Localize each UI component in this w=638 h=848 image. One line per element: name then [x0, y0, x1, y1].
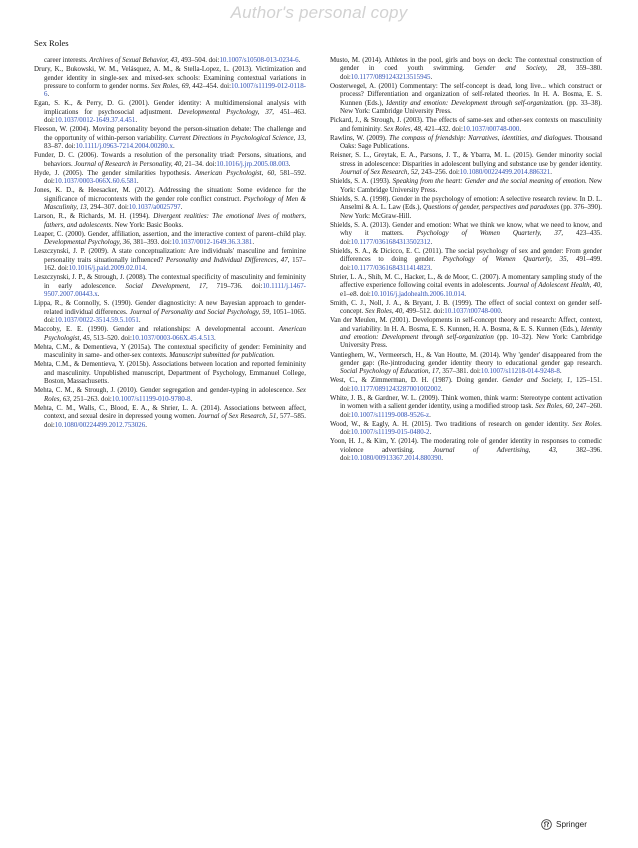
reference-pages: 451–463. doi:	[44, 107, 307, 125]
reference-doi-link[interactable]: 10.1177/0361684311414823	[350, 263, 431, 272]
reference-pages: Thousand Oaks: Sage Publications.	[340, 133, 602, 151]
reference-entry	[330, 56, 602, 81]
reference-pages: 359–380. doi:	[340, 64, 603, 81]
reference-entry	[34, 186, 306, 211]
reference-end: .	[550, 168, 552, 177]
reference-text: Shields, S. A. (1993).	[330, 177, 393, 186]
reference-doi-link[interactable]: 10.1007/s11218-014-9248-8	[480, 367, 560, 376]
reference-pages: 382–396. doi:	[340, 445, 603, 463]
reference-source: Identity and emotion: Development through self-organization	[340, 324, 602, 342]
reference-doi-link[interactable]: 10.1111/j.1467-9507.2007.00443.x	[44, 281, 306, 299]
reference-end: .	[180, 203, 183, 212]
reference-pages: . New York: Basic Books.	[111, 220, 184, 229]
reference-entry	[330, 351, 602, 376]
reference-entry	[34, 325, 306, 342]
reference-pages: 251–263. doi:	[71, 394, 112, 403]
reference-source: Sex Roles.	[572, 419, 602, 428]
reference-entry	[330, 221, 602, 246]
reference-end: .	[429, 428, 432, 437]
reference-source: Journal of Research in Personality, 40,	[74, 159, 184, 168]
reference-end: .	[145, 420, 147, 429]
reference-text: Hyde, J. (2005). The gender similarities hypothesis.	[34, 168, 196, 177]
reference-pages: e1–e8. doi:	[340, 289, 371, 298]
reference-text: Van der Meulen, M. (2001). Developments in self-concept theory and research: Affect, context, and variability. In H. A. Bosma, E. S. Kunnen, H. A. Bosma, & E. S. Kunnen (Eds.),	[330, 316, 602, 333]
reference-pages: 499–512. doi:	[403, 307, 445, 316]
springer-horse-icon	[541, 819, 552, 830]
reference-text: Lippa, R., & Connolly, S. (1990). Gender diagnosticity: A new Bayesian approach to gender-related individual differences.	[34, 299, 306, 316]
reference-entry	[330, 437, 602, 462]
reference-pages: (pp. 10–32). New York: Cambridge University Press.	[340, 333, 603, 350]
reference-pages: (pp. 376–390). New York: McGraw-Hill.	[340, 203, 603, 220]
reference-text: Leszczynski, J. P. (2009). A state conceptualization: Are individuals' masculine and feminine personality traits situationally influenced?	[34, 247, 306, 264]
reference-source: Personality and Individual Differences, 47,	[165, 255, 290, 264]
reference-source: American Psychologist, 45,	[44, 325, 306, 342]
reference-entry	[34, 386, 306, 403]
reference-pages: (pp. 33–38). New York: Cambridge University Press.	[340, 98, 602, 116]
reference-end: .	[172, 142, 175, 151]
reference-end: .	[500, 307, 503, 316]
reference-doi-link[interactable]: 10.1080/00913367.2014.880390	[350, 454, 442, 463]
reference-pages: 357–381. doi:	[440, 367, 481, 376]
reference-text: Mehta, C.M., & Dementieva, Y (2015a). The contextual specificity of gender: Femininity and masculinity in same- and other-sex contexts.	[34, 342, 306, 360]
reference-doi-link[interactable]: 10.1080/00224499.2012.753026	[54, 420, 146, 429]
reference-entry	[330, 82, 602, 116]
reference-source: Manuscript submitted for publication.	[169, 351, 275, 360]
reference-text: Funder, D. C. (2006). Towards a resolution of the personality triad: Persons, situations, and behaviors.	[34, 151, 306, 168]
reference-source: The compass of friendship: Narratives, identities, and dialogues.	[388, 133, 573, 142]
reference-entry	[330, 299, 602, 316]
reference-pages: 381–393. doi:	[131, 238, 172, 247]
reference-entry	[330, 177, 602, 194]
reference-pages: 442–454. doi:	[190, 81, 232, 90]
running-head: Sex Roles	[34, 38, 69, 48]
reference-entry	[34, 299, 306, 324]
reference-source: Social Development, 17,	[125, 281, 208, 290]
reference-entry	[330, 195, 602, 220]
reference-doi-link[interactable]: 10.1037/0012-1649.37.4.451	[54, 116, 136, 125]
reference-entry	[34, 230, 306, 247]
reference-text: Shrier, L. A., Shih, M. C., Hacker, L., & de Moor, C. (2007). A momentary sampling study of the affective experience following coital events in adolescents.	[330, 272, 602, 290]
reference-end: .	[430, 72, 433, 81]
reference-pages: 719–736. doi:	[207, 281, 263, 290]
reference-entry	[34, 404, 306, 429]
reference-entry	[330, 394, 602, 419]
reference-text: Wood, W., & Eagly, A. H. (2015). Two traditions of research on gender identity.	[330, 419, 573, 428]
reference-doi-link[interactable]: 10.1111/j.0963-7214.2004.00280.x	[75, 142, 173, 151]
reference-pages: 125–151. doi:	[340, 376, 603, 393]
reference-doi-link[interactable]: 10.1007/s10508-013-0234-6	[219, 56, 299, 64]
reference-text: Musto, M. (2014). Athletes in the pool, girls and boys on deck: The contextual construction of gender in coed youth swimming.	[330, 56, 602, 73]
reference-source: Journal of Sex Research, 52,	[340, 168, 420, 177]
reference-text: Oosterwegel, A. (2001) Commentary: The self-concept is dead, long live... which construct or process? Differentiation and organization of self-related theories. In H. A. Bosma, E. S. Kunnen (Eds.),	[330, 81, 602, 107]
reference-end: .	[47, 90, 50, 99]
reference-entry	[34, 125, 306, 150]
reference-pages: 21–34. doi:	[183, 159, 217, 168]
reference-source: Archives of Sexual Behavior, 43,	[89, 56, 180, 64]
reference-end: .	[288, 159, 291, 168]
reference-text: Drury, K., Bukowski, W. M., Velásquez, A. M., & Stella-Lopez, L. (2013). Victimization and gender identity in single-sex and mixed-sex schools: Examining contextual variations in pressure to conform to gender norms.	[34, 65, 306, 90]
reference-source: Sex Roles, 48,	[383, 124, 423, 133]
reference-entry	[34, 99, 306, 124]
reference-pages: 423–435. doi:	[340, 229, 602, 246]
reference-pages: 294–307. doi:	[88, 203, 129, 212]
reference-end: .	[519, 124, 522, 133]
reference-entry	[34, 151, 306, 168]
reference-source: Journal of Personality and Social Psychology, 59,	[129, 307, 271, 316]
reference-source: Divergent realities: The emotional lives of mothers, fathers, and adolescents	[44, 212, 306, 229]
reference-end: .	[559, 367, 562, 376]
reference-pages: 493–504. doi:	[179, 56, 220, 64]
reference-doi-link[interactable]: 10.1037/t00748-000	[444, 307, 501, 316]
reference-doi-link[interactable]: 10.1080/00224499.2014.886321	[459, 168, 551, 177]
reference-pages: 1051–1065. doi:	[44, 307, 306, 325]
reference-pages: 243–256. doi:	[419, 168, 460, 177]
reference-text: Shields, S. A. (2013). Gender and emotion: What we think we know, what we need to know, and why it matters.	[330, 220, 602, 238]
reference-pages: 421–432. doi:	[422, 124, 463, 133]
reference-entry	[34, 65, 306, 99]
reference-text: Mehta, C.M., & Dementieva, Y. (2015b). Associations between location and reported femininity and masculinity. Unpublished manuscript, Department of Psychology, Emmanuel College, Boston, Massachusetts.	[34, 360, 306, 386]
reference-source: Questions of gender, perspectives and paradoxes	[422, 203, 560, 212]
reference-doi-link[interactable]: 10.1007/s11199-010-9780-8	[111, 394, 191, 403]
reference-entry	[330, 134, 602, 151]
reference-text: Shields, S. A. (1998). Gender in the psychology of emotion: A selective research review. In D. L. Anselmi & A. L. Law (Eds.),	[330, 194, 602, 212]
reference-end: .	[429, 410, 431, 419]
reference-doi-link[interactable]: 10.1037/0022-3514.59.5.1051	[54, 316, 139, 325]
reference-entry	[34, 273, 306, 298]
reference-entry	[34, 360, 306, 385]
reference-text: Egan, S. K., & Perry, D. G. (2001). Gender identity: A multidimensional analysis with implications for psychosocial adjustment.	[34, 99, 306, 116]
reference-end: .	[430, 237, 433, 246]
reference-source: Journal of Advertising, 43,	[432, 445, 558, 454]
reference-text: Jones, K. D., & Heesacker, M. (2012). Addressing the situation: Some evidence for the significance of microcontexts with the gender role conflict construct.	[34, 186, 306, 203]
reference-doi-link[interactable]: 10.1007/s11199-012-0118-6	[44, 81, 306, 99]
reference-pages: 577–585. doi:	[44, 412, 306, 429]
reference-text: Leszczynski, J. P., & Strough, J. (2008). The contextual specificity of masculinity and femininity in early adolescence.	[34, 273, 306, 290]
reference-pages: doi:	[340, 428, 351, 437]
reference-doi-link[interactable]: 10.1037/0012-1649.36.3.381	[171, 238, 253, 247]
reference-source: Sex Roles, 60,	[535, 402, 575, 411]
reference-entry	[34, 56, 306, 64]
reference-entry	[34, 247, 306, 272]
reference-doi-link[interactable]: 10.1016/j.paid.2009.02.014	[68, 264, 146, 273]
reference-source: Psychology of Women Quarterly, 37,	[416, 229, 564, 238]
reference-text: Yoon, H. J., & Kim, Y. (2014). The moderating role of gender identity in responses to comedic violence advertising.	[330, 437, 602, 454]
reference-doi-link[interactable]: 10.1016/j.jadohealth.2006.10.014	[370, 289, 465, 298]
reference-source: Developmental Psychology, 36,	[44, 238, 132, 247]
reference-end: .	[97, 290, 100, 299]
reference-source: Sex Roles, 63,	[44, 386, 306, 403]
reference-source: Sex Roles, 40,	[365, 307, 404, 316]
reference-text: Maccoby, E. E. (1990). Gender and relationships: A developmental account.	[34, 325, 280, 334]
reference-pages: 247–260. doi:	[340, 402, 603, 419]
reference-doi-link[interactable]: 10.1037/0003-066X.60.6.581	[54, 177, 137, 186]
reference-source: Psychology of Women Quarterly, 35,	[442, 255, 569, 264]
reference-text: Leaper, C. (2000). Gender, affiliation, assertion, and the interactive context of parent–child play.	[34, 229, 306, 238]
publisher-logo	[541, 819, 587, 830]
reference-end: .	[440, 384, 443, 393]
reference-doi-link[interactable]: 10.1177/0891243287001002002	[350, 384, 441, 393]
reference-doi-link[interactable]: 10.1177/0891243213515945	[350, 72, 431, 81]
reference-end: .	[298, 56, 301, 64]
reference-source: Social Psychology of Education, 17,	[340, 367, 441, 376]
reference-end: .	[252, 238, 255, 247]
reference-end: .	[464, 289, 467, 298]
reference-text: Mehta, C. M., Walls, C., Blood, E. A., & Shrier, L. A. (2014). Associations between affect, context, and sexual desire in depressed young women.	[34, 403, 306, 421]
reference-doi-link[interactable]: 10.1007/s11199-008-9526-z	[350, 410, 430, 419]
reference-source: Journal of Sex Research, 51,	[197, 412, 279, 421]
reference-pages: New York: Cambridge University Press.	[340, 177, 602, 194]
reference-end: .	[430, 263, 432, 272]
reference-entry	[330, 151, 602, 176]
reference-source: Identity and emotion: Development through self-organization.	[386, 98, 564, 107]
reference-end: .	[213, 333, 216, 342]
reference-source: Speaking from the heart: Gender and the social meaning of emotion.	[392, 177, 587, 186]
reference-entry	[34, 343, 306, 360]
reference-doi-link[interactable]: 10.1037/0003-066X.45.4.513	[131, 333, 214, 342]
reference-text: Rawlins, W. (2009).	[330, 133, 389, 142]
reference-entry	[34, 169, 306, 186]
reference-doi-link[interactable]: 10.1037/a0025797	[128, 203, 181, 212]
reference-entry	[330, 273, 602, 298]
reference-text: career interests.	[44, 56, 90, 64]
reference-text: Pickard, J., & Strough, J. (2003). The effects of same-sex and other-sex contexts on masculinity and femininity.	[330, 116, 602, 133]
reference-end: .	[135, 116, 138, 125]
reference-source: Developmental Psychology, 37,	[178, 107, 275, 116]
reference-entry	[34, 212, 306, 229]
reference-end: .	[190, 394, 193, 403]
reference-doi-link[interactable]: 10.1177/0361684313502312	[350, 237, 431, 246]
reference-pages: 157–162. doi:	[44, 255, 306, 273]
reference-entry	[330, 420, 602, 437]
reference-doi-link[interactable]: 10.1007/s11199-015-0480-2	[350, 428, 430, 437]
reference-end: .	[441, 454, 443, 463]
reference-source: Psychology of Men & Masculinity, 13,	[44, 194, 306, 212]
references-left-column	[34, 56, 306, 430]
reference-text: Vantieghem, W., Vermeersch, H., & Van Houtte, M. (2014). Why 'gender' disappeared from the gender gap: (Re-)introducing gender identity theory to educational gender gap research.	[330, 350, 602, 367]
reference-source: Current Directions in Psychological Science, 13,	[168, 133, 306, 142]
reference-text: Mehta, C. M., & Strough, J. (2010). Gender segregation and gender-typing in adolescence.	[34, 386, 297, 395]
reference-text: Larson, R., & Richards, M. H. (1994).	[34, 212, 154, 221]
references-right-column	[330, 56, 602, 463]
reference-pages: 581–592. doi:	[44, 168, 307, 186]
reference-text: Smith, C. J., Noll, J. A., & Bryant, J. B. (1999). The effect of social context on gender self-concept.	[330, 298, 602, 316]
watermark-text: Author's personal copy	[230, 3, 408, 22]
reference-source: Journal of Adolescent Health, 40,	[507, 281, 602, 290]
reference-pages: 83–87. doi:	[44, 142, 76, 151]
reference-text: White, J. B., & Gardner, W. L. (2009). Think women, think warm: Stereotype content activation in women with a salient gender identity, using a modified stroop task.	[330, 393, 602, 411]
reference-pages: 491–499. doi:	[340, 255, 602, 272]
reference-entry	[330, 116, 602, 133]
reference-source: Sex Roles, 69,	[151, 81, 191, 90]
reference-end: .	[136, 177, 139, 186]
reference-doi-link[interactable]: 10.1037/t00748-000	[462, 124, 520, 133]
reference-entry	[330, 247, 602, 272]
reference-text: Reisner, S. L., Greytak, E. A., Parsons, J. T., & Ybarra, M. L. (2015). Gender minority social stress in adolescence: Disparities in adolescent bullying and substance use by gender identity.	[330, 151, 602, 168]
reference-end: .	[138, 316, 141, 325]
reference-end: .	[145, 264, 147, 273]
reference-text: Fleeson, W. (2004). Moving personality beyond the person-situation debate: The challenge and the opportunity of within-person variability.	[34, 125, 306, 142]
reference-pages: 513–520. doi:	[91, 333, 132, 342]
reference-entry	[330, 316, 602, 350]
reference-text: Shields, S. A., & Dicicco, E. C. (2011). The social psychology of sex and gender: From gender differences to doing gender.	[330, 246, 602, 264]
reference-source: Gender and Society, 1,	[502, 376, 572, 385]
publisher-name: Springer	[556, 820, 587, 829]
reference-source: American Psychologist, 60,	[195, 168, 276, 177]
reference-text: West, C., & Zimmerman, D. H. (1987). Doing gender.	[330, 376, 503, 385]
reference-entry	[330, 376, 602, 393]
reference-source: Gender and Society, 28,	[474, 64, 566, 73]
reference-doi-link[interactable]: 10.1016/j.jrp.2005.08.003	[216, 159, 289, 168]
